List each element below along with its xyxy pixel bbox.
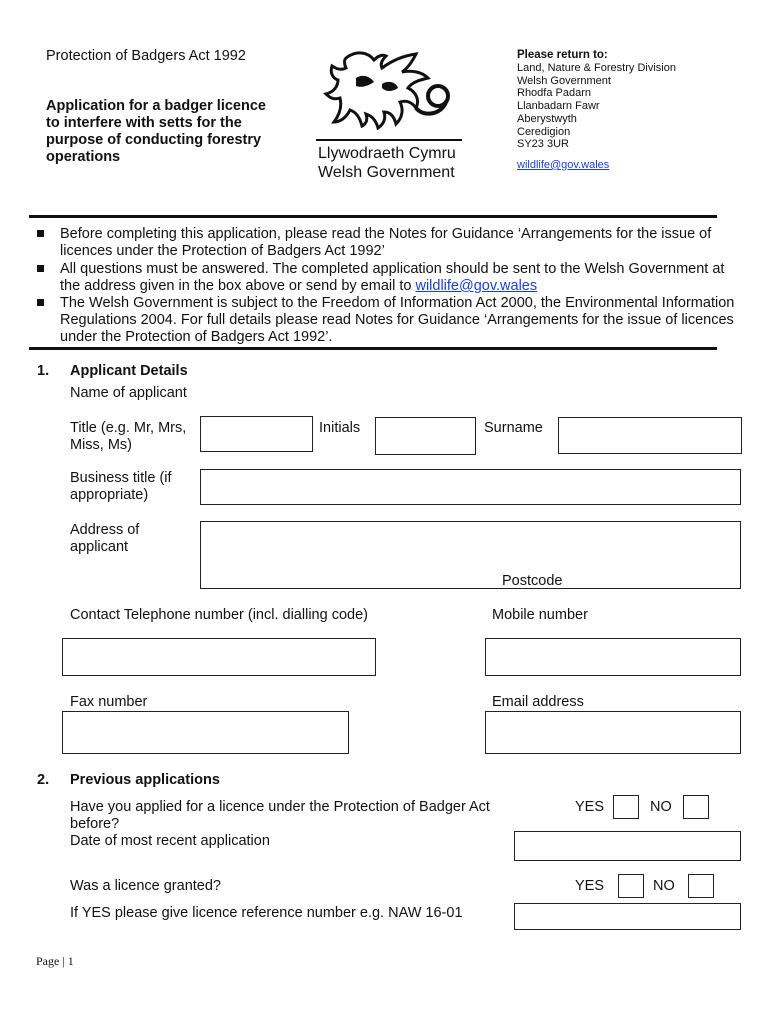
mobile-label: Mobile number xyxy=(492,607,588,623)
dragon-icon xyxy=(316,48,462,130)
welsh-government-logo xyxy=(316,48,462,182)
yes-label: YES xyxy=(575,878,605,894)
page-number: Page | 1 xyxy=(36,954,74,968)
section-1-heading: Applicant Details xyxy=(70,363,188,379)
return-line: Rhodfa Padarn xyxy=(517,87,591,100)
business-title-label: Business title (if appropriate) xyxy=(70,470,172,503)
note-2 xyxy=(60,261,730,295)
previous-licence-question: Have you applied for a licence under the Protection of Badger Act before? xyxy=(70,799,490,832)
address-label: Address of applicant xyxy=(70,522,140,555)
return-email-link[interactable]: wildlife@gov.wales xyxy=(517,158,610,171)
act-title: Protection of Badgers Act 1992 xyxy=(46,48,246,64)
return-line: Llanbadarn Fawr xyxy=(517,100,600,113)
no-label: NO xyxy=(650,799,672,815)
return-line: SY23 3UR xyxy=(517,138,569,151)
mobile-input[interactable] xyxy=(485,638,741,676)
date-label: Date of most recent application xyxy=(70,833,270,849)
email-input[interactable] xyxy=(485,711,741,754)
return-heading: Please return to: xyxy=(517,49,608,61)
name-of-applicant-label: Name of applicant xyxy=(70,385,187,401)
bullet-icon xyxy=(37,230,44,237)
date-input[interactable] xyxy=(514,831,741,861)
return-address xyxy=(517,49,747,172)
title-input[interactable] xyxy=(200,416,313,452)
divider-bottom xyxy=(29,347,717,350)
initials-input[interactable] xyxy=(375,417,476,455)
divider-top xyxy=(29,215,717,218)
section-2-heading: Previous applications xyxy=(70,772,220,788)
return-line: Aberystwyth xyxy=(517,112,577,125)
logo-text-english: Welsh Government xyxy=(318,164,455,181)
form-title: Application for a badger licence to interfere with setts for the purpose of conducting forestry operations xyxy=(46,98,266,165)
initials-label: Initials xyxy=(319,420,361,436)
fax-input[interactable] xyxy=(62,711,349,754)
reference-label: If YES please give licence reference number e.g. NAW 16-01 xyxy=(70,905,463,921)
return-line: Welsh Government xyxy=(517,74,611,87)
note-3: The Welsh Government is subject to the Freedom of Information Act 2000, the Environmental Information Regulations 2004. For full details please read Notes for Guidance ‘Arrangements for the issue of licences under the Protection of Badgers Act 1992’. xyxy=(60,295,735,345)
fax-label: Fax number xyxy=(70,694,148,710)
business-title-input[interactable] xyxy=(200,469,741,505)
phone-label: Contact Telephone number (incl. dialling code) xyxy=(70,607,368,623)
address-input[interactable] xyxy=(200,521,741,589)
section-1-number: 1. xyxy=(37,363,50,379)
email-label: Email address xyxy=(492,694,584,710)
surname-input[interactable] xyxy=(558,417,742,454)
yes-label: YES xyxy=(575,799,605,815)
title-label: Title (e.g. Mr, Mrs, Miss, Ms) xyxy=(70,420,187,453)
note-email-link[interactable]: wildlife@gov.wales xyxy=(415,278,538,294)
previous-yes-checkbox[interactable] xyxy=(613,795,639,819)
section-2-number: 2. xyxy=(37,772,50,788)
previous-no-checkbox[interactable] xyxy=(683,795,709,819)
logo-text-welsh: Llywodraeth Cymru xyxy=(318,145,456,162)
no-label: NO xyxy=(653,878,675,894)
return-line: Land, Nature & Forestry Division xyxy=(517,62,676,74)
surname-label: Surname xyxy=(484,420,543,436)
granted-no-checkbox[interactable] xyxy=(688,874,714,898)
granted-yes-checkbox[interactable] xyxy=(618,874,644,898)
bullet-icon xyxy=(37,265,44,272)
licence-granted-question: Was a licence granted? xyxy=(70,878,221,894)
note-2-text: All questions must be answered. The completed application should be sent to the Welsh Government at the address given in the box above or send by email to xyxy=(60,261,725,294)
note-1: Before completing this application, please read the Notes for Guidance ‘Arrangements for the issue of licences under the Protection of Badgers Act 1992’ xyxy=(60,226,712,259)
logo-rule xyxy=(316,139,462,141)
reference-input[interactable] xyxy=(514,903,741,930)
return-line: Ceredigion xyxy=(517,125,571,138)
bullet-icon xyxy=(37,299,44,306)
postcode-label: Postcode xyxy=(502,573,563,589)
phone-input[interactable] xyxy=(62,638,376,676)
